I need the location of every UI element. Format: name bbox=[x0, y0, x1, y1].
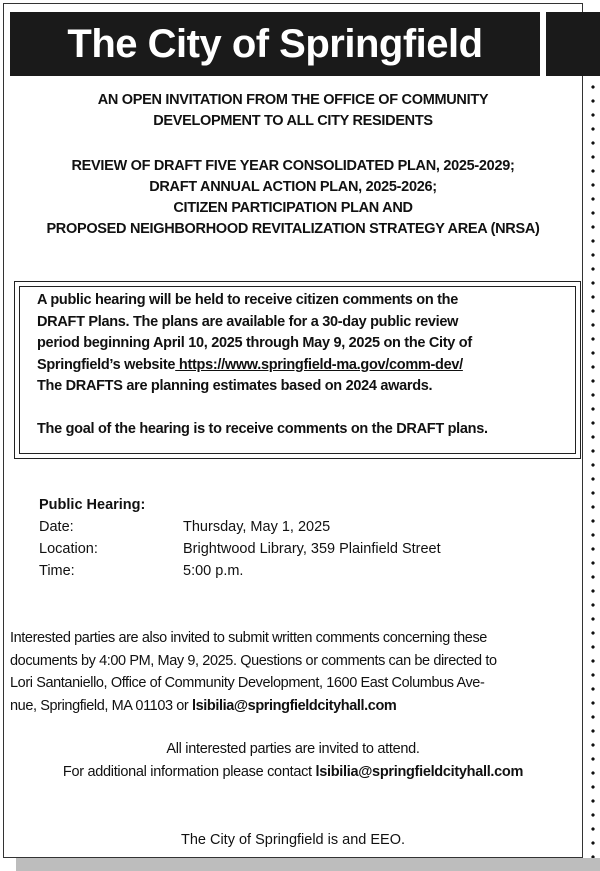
written-comments-paragraph: Interested parties are also invited to submit written comments concerning these documents by 4:00 PM, May 9, 2025. Questions or comments can be directed to Lori Santaniello, Office of Community Development, 1600 East Columbus Ave- nue, Springfield, MA 01103 or lsibilia@springfieldcityhall.com bbox=[10, 630, 497, 714]
closing-text: All interested parties are invited to attend. For additional information please contact lsibilia@springfieldcityhall.com bbox=[6, 738, 580, 783]
eeo-statement: The City of Springfield is and EEO. bbox=[180, 832, 406, 848]
plans-website-link[interactable]: https://www.springfield-ma.gov/comm-dev/ bbox=[175, 356, 463, 373]
review-heading: REVIEW OF DRAFT FIVE YEAR CONSOLIDATED PLAN, 2025-2029; DRAFT ANNUAL ACTION PLAN, 2025-2026; CITIZEN PARTICIPATION PLAN AND PROPOSED NEIGHBORHOOD REVITALIZATION STRATEGY AREA (NRSA) bbox=[46, 158, 540, 237]
location-row: Location: Brightwood Library, 359 Plainfield Street bbox=[39, 538, 559, 560]
comments-email-link[interactable]: lsibilia@springfieldcityhall.com bbox=[192, 697, 397, 714]
hearing-title: Public Hearing: bbox=[39, 497, 146, 513]
dotted-cut-line bbox=[591, 80, 595, 860]
time-value: 5:00 p.m. bbox=[183, 563, 244, 579]
invitation-heading: AN OPEN INVITATION FROM THE OFFICE OF COMMUNITY DEVELOPMENT TO ALL CITY RESIDENTS bbox=[97, 92, 489, 129]
date-value: Thursday, May 1, 2025 bbox=[183, 519, 331, 535]
location-value: Brightwood Library, 359 Plainfield Street bbox=[183, 541, 441, 557]
banner-corner-tab bbox=[546, 12, 600, 76]
date-row: Date: Thursday, May 1, 2025 bbox=[39, 516, 559, 538]
drop-shadow bbox=[16, 858, 600, 871]
time-row: Time: 5:00 p.m. bbox=[39, 560, 559, 582]
banner-title: The City of Springfield bbox=[67, 22, 483, 66]
attend-invite: All interested parties are invited to attend. bbox=[166, 741, 420, 757]
hearing-announcement-box bbox=[14, 281, 581, 459]
hearing-goal: The goal of the hearing is to receive comments on the DRAFT plans. bbox=[37, 421, 488, 437]
hearing-details bbox=[39, 494, 559, 582]
announcement-text: A public hearing will be held to receive citizen comments on the DRAFT Plans. The plans are available for a 30-day public review period beginning April 10, 2025 through May 9, 2025 on the City of Springfield’s website https://www.springfield-ma.gov/comm-dev/ The DRAFTS are planning estimates based on 2024 awards. The goal of the hearing is to receive comments on the DRAFT plans. bbox=[37, 290, 557, 441]
city-banner bbox=[10, 12, 540, 76]
contact-email-link[interactable]: lsibilia@springfieldcityhall.com bbox=[315, 763, 524, 780]
